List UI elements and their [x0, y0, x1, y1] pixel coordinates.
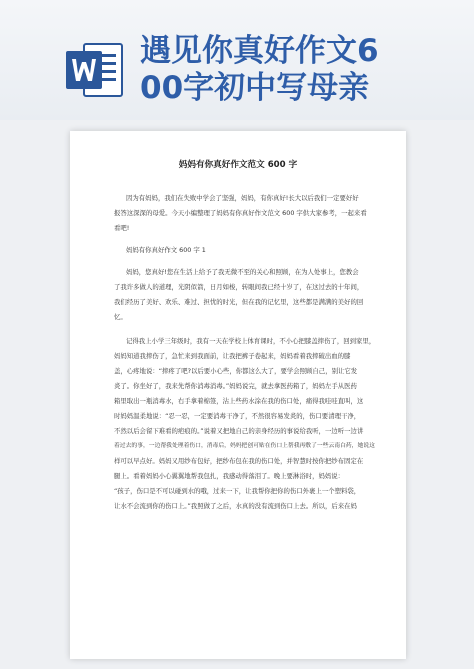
paragraph-line: 报答这深深的母爱。今天小编整理了妈妈有你真好作文范文 600 字供大家参考，一起来看: [114, 209, 367, 217]
document-title: 妈妈有你真好作文范文 600 字: [178, 160, 298, 170]
paragraph-line: 箱里取出一瓶消毒水，右手拿着棉签，沾上些药水涂在我的伤口处，痛得我哇哇直叫，这: [114, 397, 364, 405]
paragraph-line: 我们经历了美好、欢乐、难过、担忧的时光，但在我的记忆里，这些都是满满的美好的回: [114, 298, 364, 306]
paragraph-line: 让水不会流到你的伤口上。”我照做了之后，水真的没有流到伤口上去。所以，后来在妈: [114, 502, 357, 510]
paragraph-line: 因为有妈妈，我们在失败中学会了坚强，妈妈，有你真好!长大以后我们一定要好好: [126, 194, 359, 202]
paragraph-line: 腿上。看着妈妈小心翼翼地帮我包扎，我感动得落泪了。晚上要淋浴时，妈妈说：: [114, 472, 345, 480]
paragraph-line: 妈妈知道我摔伤了，急忙来到我面前，让我把裤子卷起来，妈妈看着我摔破出血的膝: [114, 352, 351, 360]
banner-title-line-2: 00字初中写母亲: [140, 70, 370, 106]
header-banner: [0, 0, 474, 120]
paragraph-line: 盖，心疼地说：“摔疼了吧?以后要小心些，你都这么大了，要学会照顾自己，别让它发: [114, 367, 358, 375]
banner-title-line-1: 遇见你真好作文6: [140, 33, 379, 69]
paragraph-line: 时妈妈温柔地说：“忍一忍，一定要消毒干净了，不然很容易发炎的，伤口要清理干净，: [114, 412, 361, 420]
section-heading: 妈妈有你真好作文 600 字 1: [126, 246, 206, 254]
document-page: [70, 131, 406, 659]
paragraph-line: 记得我上小学三年级时，我有一天在学校上体育课时，不小心把膝盖摔伤了，回到家里，: [126, 337, 376, 345]
paragraph-line: 妈妈，您真好!您在生活上给予了我无微不至的关心和照顾，在为人处事上，您教会: [126, 268, 359, 276]
paragraph-line: 了我许多做人的道理，光阴似箭，日月如梭，转眼间我已经十岁了，在这过去的十年间，: [114, 283, 364, 291]
word-icon: [62, 38, 126, 102]
paragraph-line: 炎了。你坐好了，我来先帮你消毒消毒。”妈妈说完，就去拿医药箱了，妈妈左手从医药: [114, 382, 357, 390]
paragraph-line: 不然以后会留下难看的疤痕的。”说着又把地自己的亲身经历的事说给我听，一边听一边讲: [114, 427, 364, 435]
paragraph-line: 着过去的事，一边帮我处理着伤口，消毒后，妈妈把创可贴在伤口上帮我再敷了一些云南白药，她说这: [114, 443, 375, 449]
paragraph-line: “孩子，伤口是不可以碰到水的哦，过来一下，让我帮你把你的伤口外裹上一个塑料袋，: [114, 487, 361, 495]
paragraph-line: 样可以早点好。妈妈又用纱布包好，把纱布包在我的伤口处，并智慧时按你把纱布固定在: [114, 457, 364, 465]
paragraph-line: 忆。: [114, 313, 127, 321]
paragraph-line: 看吧!: [114, 224, 130, 232]
